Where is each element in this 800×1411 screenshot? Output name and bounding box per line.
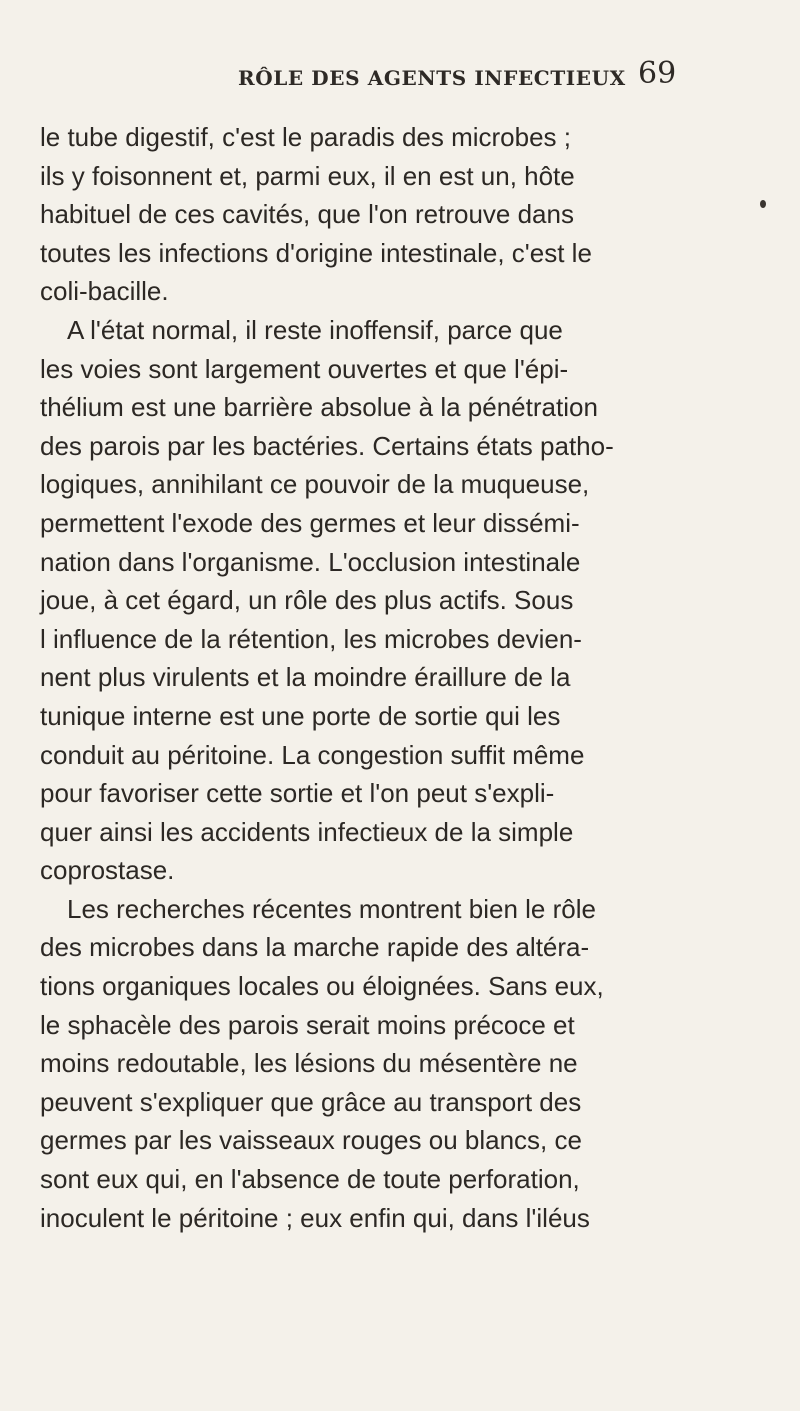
text-line: nation dans l'organisme. L'occlusion intestinale <box>40 546 581 577</box>
text-line: thélium est une barrière absolue à la pénétration <box>40 392 598 423</box>
text-line: sont eux qui, en l'absence de toute perforation, <box>40 1164 580 1195</box>
text-line: ils y foisonnent et, parmi eux, il en est un, hôte <box>40 160 575 191</box>
text-line: moins redoutable, les lésions du mésentère ne <box>40 1048 578 1079</box>
text-line: nent plus virulents et la moindre éraillure de la <box>40 662 571 693</box>
text-line: toutes les infections d'origine intestinale, c'est le <box>40 237 592 268</box>
text-line: tions organiques locales ou éloignées. Sans eux, <box>40 971 604 1002</box>
text-line: A l'état normal, il reste inoffensif, parce que <box>67 314 563 345</box>
text-line: germes par les vaisseaux rouges ou blancs, ce <box>40 1125 582 1156</box>
text-line: quer ainsi les accidents infectieux de la simple <box>40 816 574 847</box>
text-line: le sphacèle des parois serait moins précoce et <box>40 1009 575 1040</box>
text-line: des parois par les bactéries. Certains états patho- <box>40 430 614 461</box>
text-line: pour favoriser cette sortie et l'on peut s'expli- <box>40 778 555 809</box>
text-line: tunique interne est une porte de sortie qui les <box>40 700 561 731</box>
text-line: permettent l'exode des germes et leur dissémi- <box>40 507 580 538</box>
text-line: habituel de ces cavités, que l'on retrouve dans <box>40 199 574 230</box>
text-line: conduit au péritoine. La congestion suffit même <box>40 739 585 770</box>
text-line: des microbes dans la marche rapide des altéra- <box>40 932 590 963</box>
text-line: logiques, annihilant ce pouvoir de la muqueuse, <box>40 469 590 500</box>
page-number: 69 <box>638 56 677 91</box>
body-text <box>40 118 740 1237</box>
margin-mark <box>760 200 766 208</box>
text-line: inoculent le péritoine ; eux enfin qui, dans l'iléus <box>40 1202 590 1233</box>
running-title: RÔLE DES AGENTS INFECTIEUX <box>238 66 626 90</box>
text-line: coli-bacille. <box>40 276 169 307</box>
text-line: l influence de la rétention, les microbes devien- <box>40 623 582 654</box>
running-head <box>40 56 760 102</box>
text-line: le tube digestif, c'est le paradis des microbes ; <box>40 122 572 152</box>
text-line: joue, à cet égard, un rôle des plus actifs. Sous <box>40 585 574 616</box>
text-line: coprostase. <box>40 855 175 886</box>
text-line: peuvent s'expliquer que grâce au transport des <box>40 1086 582 1117</box>
text-line: les voies sont largement ouvertes et que l'épi- <box>40 353 569 384</box>
text-line: Les recherches récentes montrent bien le rôle <box>67 893 596 924</box>
